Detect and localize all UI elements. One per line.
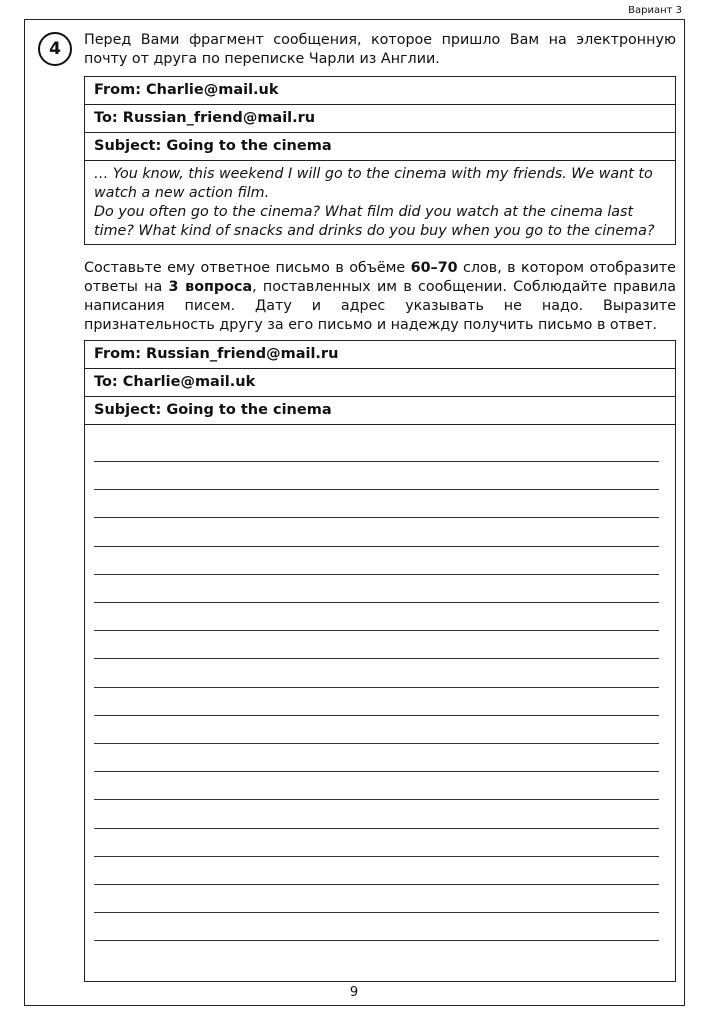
answer-line: [94, 743, 659, 744]
page-number: 9: [349, 985, 359, 1000]
answer-line: [94, 912, 659, 913]
answer-line: [94, 602, 659, 603]
answer-line: [94, 715, 659, 716]
reply-form: [84, 340, 676, 982]
answer-line: [94, 517, 659, 518]
incoming-message: [84, 76, 676, 245]
answer-line: [94, 940, 659, 941]
incoming-body-paragraph: … You know, this weekend I will go to the cinema with my friends. We want to watch a new action film.: [94, 166, 653, 201]
answer-line: [94, 771, 659, 772]
incoming-subject: Subject: Going to the cinema: [85, 133, 675, 161]
instructions-text: слов, в котором отобразите ответы на: [84, 260, 676, 295]
incoming-body-paragraph: Do you often go to the cinema? What film did you watch at the cinema last time? What kind of snacks and drinks do you buy when you go to the cinema?: [94, 204, 655, 239]
answer-line: [94, 799, 659, 800]
incoming-from: From: Charlie@mail.uk: [85, 77, 675, 105]
answer-line: [94, 856, 659, 857]
answer-line: [94, 489, 659, 490]
instructions-text: Составьте ему ответное письмо в объёме: [84, 260, 411, 276]
reply-to: To: Charlie@mail.uk: [85, 369, 675, 397]
variant-label: Вариант 3: [628, 5, 682, 16]
incoming-to: To: Russian_friend@mail.ru: [85, 105, 675, 133]
instructions-text: , поставленных им в сообщении. Соблюдайте правила написания писем. Дату и адрес указывать не надо. Выразите признательность другу за его письмо и надежду получить письмо в ответ.: [84, 279, 676, 333]
answer-line: [94, 574, 659, 575]
answer-line: [94, 658, 659, 659]
answer-line: [94, 884, 659, 885]
task-number-badge: 4: [38, 32, 72, 66]
task-instructions: [84, 259, 676, 335]
reply-subject: Subject: Going to the cinema: [85, 397, 675, 425]
answer-line: [94, 546, 659, 547]
incoming-body: [85, 161, 675, 244]
reply-from: From: Russian_friend@mail.ru: [85, 341, 675, 369]
answer-line: [94, 461, 659, 462]
answer-line: [94, 687, 659, 688]
task-intro: Перед Вами фрагмент сообщения, которое пришло Вам на электронную почту от друга по переписке Чарли из Англии.: [84, 32, 676, 67]
answer-line: [94, 630, 659, 631]
answer-writing-area[interactable]: [85, 425, 675, 981]
answer-line: [94, 828, 659, 829]
question-count: 3 вопроса: [168, 279, 253, 295]
word-count: 60–70: [410, 260, 458, 276]
